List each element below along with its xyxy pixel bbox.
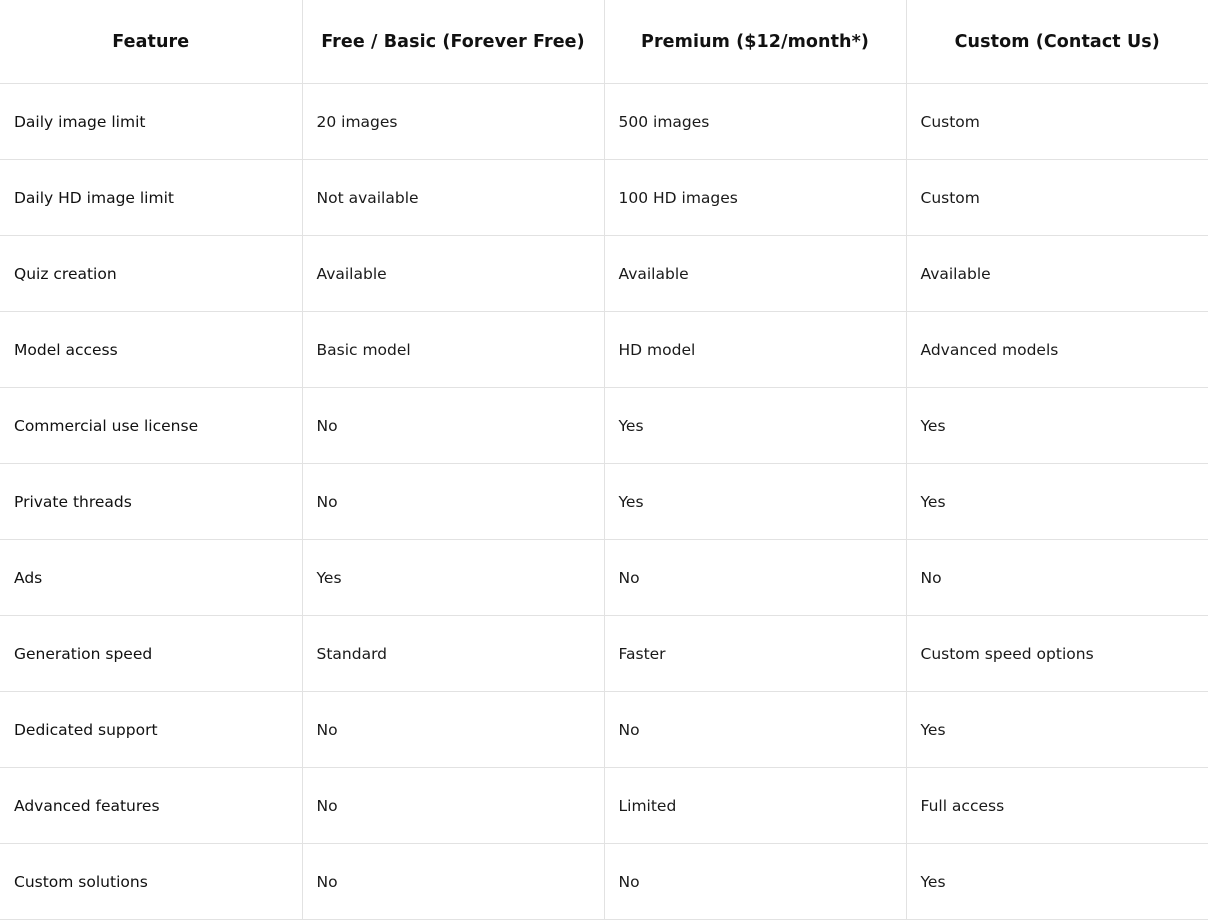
table-header: [0, 0, 1208, 84]
cell-feature: Dedicated support: [0, 692, 302, 768]
cell-feature: Daily HD image limit: [0, 160, 302, 236]
table-row: [0, 160, 1208, 236]
cell-feature: Commercial use license: [0, 388, 302, 464]
table-row: [0, 388, 1208, 464]
cell-premium: Limited: [604, 768, 906, 844]
cell-feature: Advanced features: [0, 768, 302, 844]
cell-feature: Model access: [0, 312, 302, 388]
table-row: [0, 692, 1208, 768]
cell-feature: Quiz creation: [0, 236, 302, 312]
cell-premium: Available: [604, 236, 906, 312]
cell-premium: 500 images: [604, 84, 906, 160]
table-row: [0, 84, 1208, 160]
cell-custom: Custom: [906, 84, 1208, 160]
table-row: [0, 616, 1208, 692]
cell-free: Not available: [302, 160, 604, 236]
cell-custom: Custom: [906, 160, 1208, 236]
table-row: [0, 844, 1208, 920]
cell-custom: Yes: [906, 844, 1208, 920]
cell-premium: No: [604, 692, 906, 768]
cell-free: Basic model: [302, 312, 604, 388]
table-header-row: [0, 0, 1208, 84]
cell-free: No: [302, 844, 604, 920]
cell-feature: Private threads: [0, 464, 302, 540]
column-header-free-basic: Free / Basic (Forever Free): [302, 0, 604, 84]
cell-free: Yes: [302, 540, 604, 616]
cell-custom: No: [906, 540, 1208, 616]
cell-premium: 100 HD images: [604, 160, 906, 236]
cell-free: Standard: [302, 616, 604, 692]
cell-feature: Generation speed: [0, 616, 302, 692]
cell-custom: Yes: [906, 692, 1208, 768]
table-body: [0, 84, 1208, 920]
cell-custom: Full access: [906, 768, 1208, 844]
cell-free: No: [302, 768, 604, 844]
cell-feature: Custom solutions: [0, 844, 302, 920]
table-row: [0, 464, 1208, 540]
cell-free: No: [302, 692, 604, 768]
column-header-premium: Premium ($12/month*): [604, 0, 906, 84]
table-row: [0, 768, 1208, 844]
cell-free: No: [302, 464, 604, 540]
table-row: [0, 236, 1208, 312]
cell-custom: Advanced models: [906, 312, 1208, 388]
cell-premium: No: [604, 844, 906, 920]
cell-free: 20 images: [302, 84, 604, 160]
column-header-feature: Feature: [0, 0, 302, 84]
cell-feature: Ads: [0, 540, 302, 616]
cell-custom: Yes: [906, 464, 1208, 540]
cell-custom: Custom speed options: [906, 616, 1208, 692]
cell-custom: Available: [906, 236, 1208, 312]
table-row: [0, 312, 1208, 388]
table-row: [0, 540, 1208, 616]
cell-free: No: [302, 388, 604, 464]
cell-premium: Yes: [604, 464, 906, 540]
cell-premium: HD model: [604, 312, 906, 388]
column-header-custom: Custom (Contact Us): [906, 0, 1208, 84]
cell-premium: Faster: [604, 616, 906, 692]
cell-custom: Yes: [906, 388, 1208, 464]
cell-premium: Yes: [604, 388, 906, 464]
cell-feature: Daily image limit: [0, 84, 302, 160]
cell-free: Available: [302, 236, 604, 312]
cell-premium: No: [604, 540, 906, 616]
